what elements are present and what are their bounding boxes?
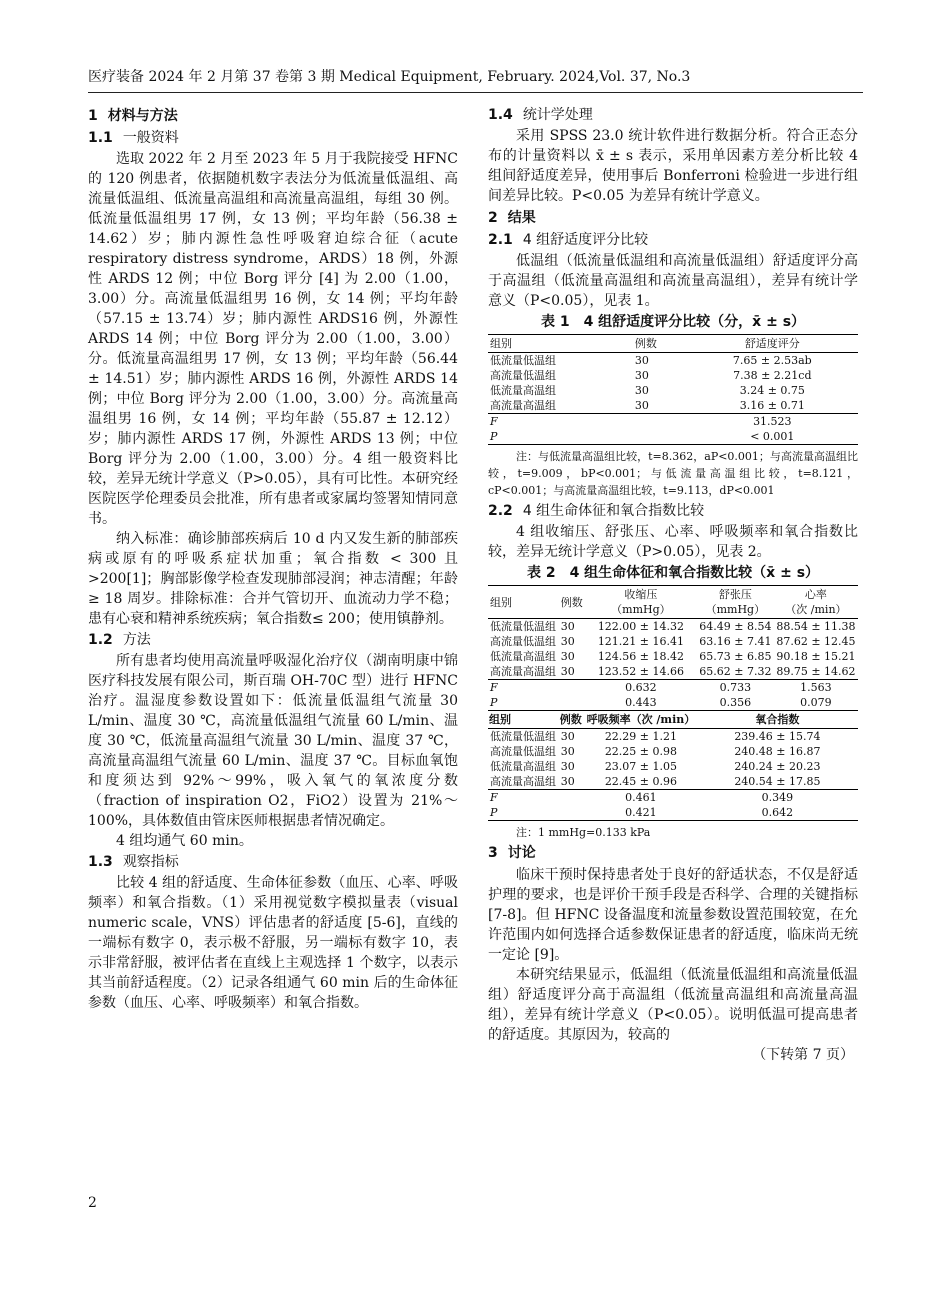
table-stat-row xyxy=(488,429,858,445)
page-number: 2 xyxy=(88,1195,97,1211)
table2-note: 注：1 mmHg=0.133 kPa xyxy=(516,826,651,839)
table-cell: 低流量高温组 xyxy=(490,650,556,663)
table-cell: 1.563 xyxy=(774,680,858,696)
paragraph-general-info: 选取 2022 年 2 月至 2023 年 5 月于我院接受 HFNC 的 120 例患者，依据随机数字表法分为低流量低温组、高流量低温组、低流量高温组和高流量高温组，每组 30 例。低流量低温组男 17 例，女 13 例；平均年龄（56.38 ± 14.62）岁；肺内源性急性呼吸窘迫综合征（acute respiratory distress syndrome，ARDS）18 例，外源性 ARDS 12 例；中位 Borg 评分 [4] 为 2.00（1.00，3.00）分。高流量低温组男 16 例，女 14 例；平均年龄（57.15 ± 13.74）岁；肺内源性 ARDS16 例，外源性 ARDS 14 例；中位 Borg 评分为 2.00（1.00，3.00）分。低流量高温组男 17 例，女 13 例；平均年龄（56.44 ± 14.51）岁；肺内源性 ARDS 16 例，外源性 ARDS 14 例；中位 Borg 评分为 2.00（1.00，3.00）分。高流量高温组男 16 例，女 14 例；平均年龄（55.87 ± 12.12）岁；肺内源性 ARDS 17 例，外源性 ARDS 13 例；中位 Borg 评分为 2.00（1.00，3.00）分。4 组一般资料比较，差异无统计学意义（P>0.05），具有可比性。本研究经医院医学伦理委员会批准，所有患者或家属均签署知情同意书。 xyxy=(88,151,459,527)
table-header-cell: 组别 xyxy=(488,586,559,619)
left-column xyxy=(88,104,458,1013)
subsection-number: 1.3 xyxy=(88,854,113,870)
table-cell: 63.16 ± 7.41 xyxy=(699,635,772,648)
section-title: 材料与方法 xyxy=(107,108,178,124)
table-cell: 低流量低温组 xyxy=(490,620,556,633)
table-cell: 高流量低温组 xyxy=(490,369,556,382)
stat-symbol: F xyxy=(490,791,498,804)
table-cell: 0.632 xyxy=(585,680,697,696)
table-cell: 3.24 ± 0.75 xyxy=(739,384,805,397)
paragraph-vital-result: 4 组收缩压、舒张压、心率、呼吸频率和氧合指数比较，差异无统计学意义（P>0.05），见表 2。 xyxy=(488,524,858,560)
paragraph-statistics: 采用 SPSS 23.0 统计软件进行数据分析。符合正态分布的计量资料以 x̄ ± s 表示，采用单因素方差分析比较 4 组间舒适度差异，使用事后 Bonferroni 检验进一步进行组间差异比较。P<0.05 为差异有统计学意义。 xyxy=(488,128,858,204)
section-heading xyxy=(488,843,858,863)
table-cell xyxy=(488,790,559,806)
paragraph-inclusion-criteria: 纳入标准：确诊肺部疾病后 10 d 内又发生新的肺部疾病或原有的呼吸系症状加重；氧合指数 < 300 且 >200[1]；胸部影像学检查发现肺部浸润；神志清醒；年龄≥ 18 周岁。排除标准：合并气管切开、血流动力学不稳；患有心衰和精神系统疾病；氧合指数≤ 200；使用镇静剂。 xyxy=(88,531,458,627)
subsection-number: 2.2 xyxy=(488,503,513,519)
subsection-heading xyxy=(88,852,458,872)
table-stat-row xyxy=(488,805,858,821)
table-cell xyxy=(488,414,633,430)
table-cell xyxy=(633,429,687,445)
table-cell: 240.48 ± 16.87 xyxy=(734,745,821,758)
table-cell xyxy=(488,695,559,711)
paragraph-indicators: 比较 4 组的舒适度、生命体征参数（血压、心率、呼吸频率）和氧合指数。（1）采用视觉数字模拟量表（visual numeric scale，VNS）评估患者的舒适度 [5-6]，直线的一端标有数字 0，表示极不舒服，另一端标有数字 10，表示非常舒服，被评估者在直线上主观选择 1 个数字，以表示其当前舒适程度。（2）记录各组通气 60 min 后的生命体征参数（血压、心率、呼吸频率）和氧合指数。 xyxy=(88,875,458,1011)
running-header: 医疗装备 2024 年 2 月第 37 卷第 3 期 Medical Equipment, February. 2024,Vol. 37, No.3 xyxy=(88,68,863,93)
table-cell: 64.49 ± 8.54 xyxy=(699,620,772,633)
table-header-cell: 组别 xyxy=(488,711,559,729)
table-cell: 23.07 ± 1.05 xyxy=(604,760,678,773)
subsection-heading xyxy=(488,105,858,125)
table-cell: 30 xyxy=(560,730,575,743)
table-cell: 30 xyxy=(560,650,575,663)
subsection-title: 统计学处理 xyxy=(522,107,593,123)
table-cell: 30 xyxy=(560,635,575,648)
table1 xyxy=(488,334,858,445)
stat-symbol: F xyxy=(490,681,498,694)
section-heading xyxy=(488,208,858,228)
table-cell xyxy=(488,805,559,821)
table-cell: 30 xyxy=(560,665,575,678)
table-header-cell: 例数 xyxy=(559,586,585,619)
subsection-number: 1.1 xyxy=(88,130,113,146)
table-row xyxy=(488,729,858,745)
table-cell: 90.18 ± 15.21 xyxy=(776,650,856,663)
table-cell: < 0.001 xyxy=(750,430,795,443)
subsection-heading xyxy=(88,630,458,650)
stat-symbol: P xyxy=(490,696,498,709)
table-cell: 121.21 ± 16.41 xyxy=(597,635,685,648)
section-title: 结果 xyxy=(507,210,536,226)
table-cell: 30 xyxy=(560,775,575,788)
table-cell: 0.421 xyxy=(625,806,657,819)
subsection-heading xyxy=(88,128,458,148)
table-header-cell: 氧合指数 xyxy=(697,711,858,729)
right-column xyxy=(488,104,858,1065)
table-cell: 30 xyxy=(560,760,575,773)
table-row xyxy=(488,649,858,664)
table-header-cell: 组别 xyxy=(488,335,633,353)
table-cell: 7.38 ± 2.21cd xyxy=(733,369,812,382)
subsection-heading xyxy=(488,501,858,521)
table-cell xyxy=(559,680,585,696)
table-cell xyxy=(488,429,633,445)
table-cell: 高流量低温组 xyxy=(490,635,556,648)
table-cell: 87.62 ± 12.45 xyxy=(776,635,856,648)
table-row xyxy=(488,664,858,680)
table-cell: 124.56 ± 18.42 xyxy=(597,650,685,663)
table-cell: 低流量高温组 xyxy=(490,760,556,773)
section-title: 讨论 xyxy=(507,845,536,861)
table-header-cell: 呼吸频率（次 /min） xyxy=(585,711,697,729)
table-stat-row xyxy=(488,414,858,430)
table-cell: 30 xyxy=(560,620,575,633)
table-cell: 0.461 xyxy=(585,790,697,806)
continued-note: （下转第 7 页） xyxy=(752,1047,854,1063)
table-cell xyxy=(633,414,687,430)
table-row xyxy=(488,759,858,774)
table-cell: 高流量高温组 xyxy=(490,399,556,412)
paragraph-comfort-result: 低温组（低流量低温组和高流量低温组）舒适度评分高于高温组（低流量高温组和高流量高温组），差异有统计学意义（P<0.05），见表 1。 xyxy=(488,253,858,309)
subsection-heading xyxy=(488,230,858,250)
table-header-cell xyxy=(774,586,858,619)
subsection-title: 4 组生命体征和氧合指数比较 xyxy=(522,503,705,519)
table-cell: 239.46 ± 15.74 xyxy=(734,730,821,743)
table-cell: 高流量高温组 xyxy=(490,665,556,678)
table-cell: 123.52 ± 14.66 xyxy=(597,665,685,678)
table-cell xyxy=(488,680,559,696)
header-label: 收缩压 xyxy=(624,588,658,601)
table1-title: 表 1 4 组舒适度评分比较（分，x̄ ± s） xyxy=(540,314,806,330)
table-cell xyxy=(559,790,585,806)
stat-symbol: P xyxy=(490,806,498,819)
table-cell: 65.62 ± 7.32 xyxy=(699,665,772,678)
table-cell: 122.00 ± 14.32 xyxy=(597,620,685,633)
subsection-title: 一般资料 xyxy=(122,130,179,146)
table-header-cell xyxy=(585,586,697,619)
header-label: 舒张压 xyxy=(718,588,752,601)
subsection-title: 观察指标 xyxy=(122,854,179,870)
paragraph-discussion-2: 本研究结果显示，低温组（低流量低温组和高流量低温组）舒适度评分高于高温组（低流量高温组和高流量高温组），差异有统计学意义（P<0.05）。说明低温可提高患者的舒适度。其原因为，较高的 xyxy=(488,967,858,1043)
table-row xyxy=(488,619,858,635)
table-header-cell: 例数 xyxy=(633,335,687,353)
table-cell: 240.54 ± 17.85 xyxy=(734,775,821,788)
table-cell: 30 xyxy=(634,399,649,412)
stat-symbol: F xyxy=(490,415,498,428)
table2-title: 表 2 4 组生命体征和氧合指数比较（x̄ ± s） xyxy=(526,565,820,581)
table-cell: 22.45 ± 0.96 xyxy=(604,775,678,788)
table-cell: 0.079 xyxy=(800,696,832,709)
table-cell: 30 xyxy=(560,745,575,758)
table-cell: 31.523 xyxy=(687,414,858,430)
table-row xyxy=(488,368,858,383)
paragraph-method: 所有患者均使用高流量呼吸湿化治疗仪（湖南明康中锦医疗科技发展有限公司，斯百瑞 OH-70C 型）进行 HFNC 治疗。温湿度参数设置如下：低流量低温组气流量 30 L/min、温度 30 ℃，高流量低温组气流量 60 L/min、温度 30 ℃，低流量高温组气流量 30 L/min、温度 37 ℃，高流量高温组气流量 60 L/min、温度 37 ℃。目标血氧饱和度须达到 92%～99%，吸入氧气的氧浓度分数（fraction of inspiration O2，FiO2）设置为 21%～100%，具体数值由管床医师根据患者情况确定。 xyxy=(88,653,458,829)
header-label: 心率 xyxy=(804,588,827,601)
table-row xyxy=(488,634,858,649)
table-header-cell xyxy=(697,586,774,619)
subsection-number: 1.4 xyxy=(488,107,513,123)
section-heading xyxy=(88,106,458,126)
table-row xyxy=(488,398,858,414)
table-cell: 30 xyxy=(634,369,649,382)
subsection-number: 2.1 xyxy=(488,232,513,248)
table-cell xyxy=(559,805,585,821)
table-header-cell: 例数 xyxy=(559,711,585,729)
table-header-cell: 舒适度评分 xyxy=(687,335,858,353)
table1-note: 注：与低流量高温组比较，t=8.362，aP<0.001；与高流量高温组比较，t=9.009，bP<0.001；与低流量高温组比较，t=8.121，cP<0.001；与高流量高温组比较，t=9.113，dP<0.001 xyxy=(488,450,858,497)
table-cell: 低流量低温组 xyxy=(490,730,556,743)
section-number: 1 xyxy=(88,108,98,124)
table-stat-row xyxy=(488,680,858,696)
table-cell: 30 xyxy=(634,354,649,367)
table-cell: 22.25 ± 0.98 xyxy=(604,745,678,758)
table-cell: 88.54 ± 11.38 xyxy=(776,620,856,633)
paragraph-ventilation: 4 组均通气 60 min。 xyxy=(116,833,253,849)
table-stat-row xyxy=(488,790,858,806)
table-cell: 0.642 xyxy=(761,806,794,819)
section-number: 2 xyxy=(488,210,498,226)
table-cell xyxy=(559,695,585,711)
header-unit: （mmHg） xyxy=(705,603,766,616)
table-cell: 高流量高温组 xyxy=(490,775,556,788)
table-cell: 0.349 xyxy=(697,790,858,806)
table-cell: 0.733 xyxy=(697,680,774,696)
table-cell: 7.65 ± 2.53ab xyxy=(732,354,812,367)
table-cell: 高流量低温组 xyxy=(490,745,556,758)
table-cell: 89.75 ± 14.62 xyxy=(776,665,856,678)
table-cell: 65.73 ± 6.85 xyxy=(699,650,772,663)
table-cell: 240.24 ± 20.23 xyxy=(734,760,821,773)
table-row xyxy=(488,744,858,759)
paragraph-discussion-1: 临床干预时保持患者处于良好的舒适状态，不仅是舒适护理的要求，也是评价干预手段是否科学、合理的关键指标 [7-8]。但 HFNC 设备温度和流量参数设置范围较宽，在允许范围内如何选择合适参数保证患者的舒适度，临床尚无统一定论 [9]。 xyxy=(488,867,858,963)
table-cell: 3.16 ± 0.71 xyxy=(739,399,805,412)
subsection-title: 方法 xyxy=(122,632,151,648)
section-number: 3 xyxy=(488,845,498,861)
table-stat-row xyxy=(488,695,858,711)
table-cell: 低流量低温组 xyxy=(490,354,556,367)
header-unit: （mmHg） xyxy=(611,603,671,616)
table-row xyxy=(488,353,858,369)
table-cell: 30 xyxy=(634,384,649,397)
table-cell: 22.29 ± 1.21 xyxy=(604,730,678,743)
subsection-number: 1.2 xyxy=(88,632,113,648)
table-subheader-row xyxy=(488,711,858,729)
table-row xyxy=(488,383,858,398)
table-row xyxy=(488,774,858,790)
table-cell: 0.443 xyxy=(625,696,657,709)
stat-symbol: P xyxy=(490,430,498,443)
table2 xyxy=(488,585,858,821)
header-unit: （次 /min） xyxy=(785,603,847,616)
table-cell: 0.356 xyxy=(719,696,752,709)
subsection-title: 4 组舒适度评分比较 xyxy=(522,232,649,248)
table-cell: 低流量高温组 xyxy=(490,384,556,397)
